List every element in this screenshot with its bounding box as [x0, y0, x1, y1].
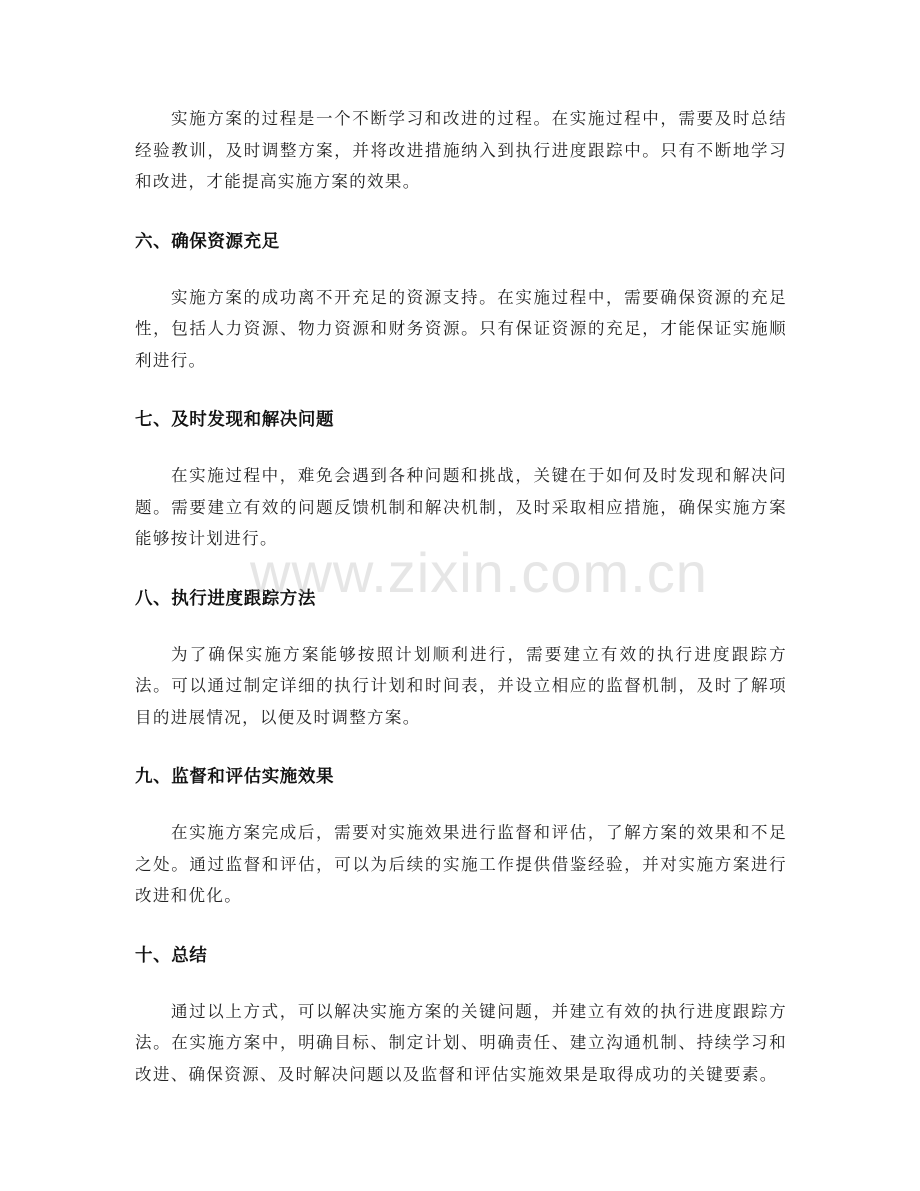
document-page: [135, 103, 787, 1090]
heading-section-6: 六、确保资源充足: [135, 231, 280, 252]
heading-section-9: 九、监督和评估实施效果: [135, 767, 335, 787]
paragraph-section-6: 实施方案的成功离不开充足的资源支持。在实施过程中，需要确保资源的充足性，包括人力资源、物力资源和财务资源。只有保证资源的充足，才能保证实施顺利进行。: [135, 287, 787, 370]
heading-section-7: 七、及时发现和解决问题: [135, 410, 335, 430]
heading-section-8: 八、执行进度跟踪方法: [135, 588, 316, 609]
paragraph-intro: 实施方案的过程是一个不断学习和改进的过程。在实施过程中，需要及时总结经验教训，及时调整方案，并将改进措施纳入到执行进度跟踪中。只有不断地学习和改进，才能提高实施方案的效果。: [135, 109, 787, 191]
paragraph-section-9: 在实施方案完成后，需要对实施效果进行监督和评估，了解方案的效果和不足之处。通过监督和评估，可以为后续的实施工作提供借鉴经验，并对实施方案进行改进和优化。: [135, 823, 787, 905]
paragraph-section-7: 在实施过程中，难免会遇到各种问题和挑战，关键在于如何及时发现和解决问题。需要建立有效的问题反馈机制和解决机制，及时采取相应措施，确保实施方案能够按计划进行。: [135, 466, 787, 548]
paragraph-section-10: 通过以上方式，可以解决实施方案的关键问题，并建立有效的执行进度跟踪方法。在实施方案中，明确目标、制定计划、明确责任、建立沟通机制、持续学习和改进、确保资源、及时解决问题以及监督和评估实施效果是取得成功的关键要素。: [135, 1001, 787, 1084]
watermark-text: www.zixin.com.cn: [250, 541, 708, 604]
paragraph-section-8: 为了确保实施方案能够按照计划顺利进行，需要建立有效的执行进度跟踪方法。可以通过制定详细的执行计划和时间表，并设立相应的监督机制，及时了解项目的进展情况，以便及时调整方案。: [135, 644, 787, 727]
heading-section-10: 十、总结: [135, 945, 208, 966]
